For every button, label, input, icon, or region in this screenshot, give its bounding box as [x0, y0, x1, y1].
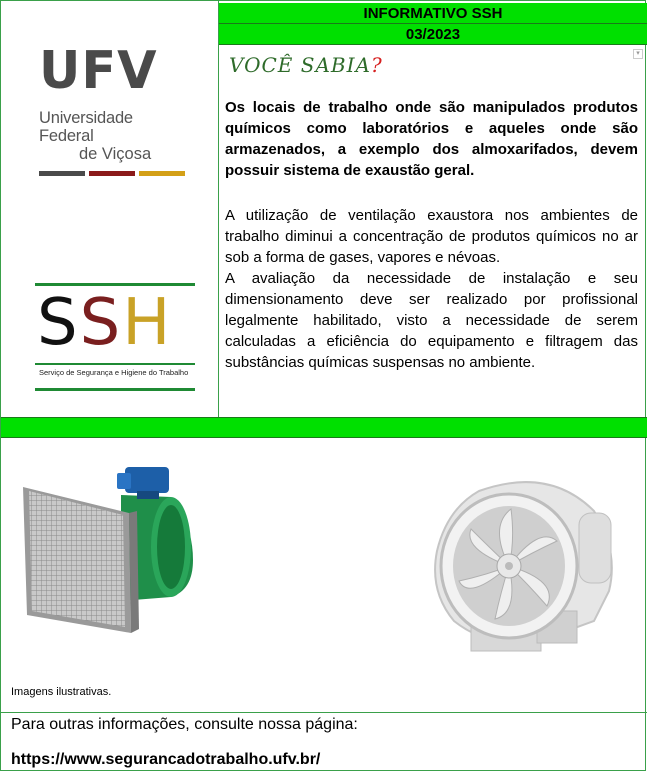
ssh-letter-s1: S [37, 286, 80, 360]
paragraph-evaluation: A avaliação da necessidade de instalação e seu dimensionamento deve ser realizado por profissional legalmente habilitado, visto a necessidade de serem calculadas a eficiência do equipamento e filtragem das substâncias químicas suspensas no ambiente. [225, 270, 638, 371]
illustration-area [1, 438, 647, 712]
ssh-letter-h: H [122, 286, 173, 360]
bold-paragraph: Os locais de trabalho onde são manipulados produtos químicos como laboratórios e aqueles onde são armazenados, a exemplo dos almoxarifados, devem possuir sistema de exaustão geral. [225, 99, 638, 179]
inline-duct-fan-icon [419, 471, 619, 671]
ufv-logo-line2: de Viçosa [79, 145, 152, 163]
ufv-logo-bars [39, 171, 189, 176]
dropdown-marker-icon[interactable]: ▾ [633, 49, 643, 59]
paragraph-ventilation: A utilização de ventilação exaustora nos ambientes de trabalho diminui a concentração de produtos químicos no ar sob a forma de gases, vapores e névoas. [225, 207, 638, 266]
ufv-bar-red [89, 171, 135, 176]
ssh-logo-letters [37, 287, 195, 359]
ssh-letter-s2: S [79, 286, 123, 360]
footer [1, 712, 647, 771]
question-mark: ? [370, 53, 383, 77]
ufv-logo [39, 41, 189, 176]
did-you-know-text: VOCÊ SABIA [229, 53, 371, 77]
ufv-bar-gray [39, 171, 85, 176]
ufv-logo-word: UFV [39, 41, 158, 101]
did-you-know-heading [229, 53, 383, 77]
footer-info-text: Para outras informações, consulte nossa página: [11, 716, 358, 733]
content-column [219, 45, 647, 417]
ssh-logo-mid-rule [35, 363, 195, 365]
ufv-logo-line1: Universidade Federal [39, 109, 133, 145]
ssh-logo-bottom-rule [35, 388, 195, 391]
logo-column [1, 1, 219, 417]
images-caption: Imagens ilustrativas. [11, 686, 112, 698]
bulletin-title: INFORMATIVO SSH [219, 3, 647, 24]
green-divider-band [1, 417, 647, 438]
footer-url-link[interactable]: https://www.segurancadotrabalho.ufv.br/ [11, 751, 321, 768]
bulletin-issue: 03/2023 [219, 24, 647, 45]
ufv-bar-gold [139, 171, 185, 176]
ssh-logo [35, 283, 195, 393]
ssh-logo-caption: Serviço de Segurança e Higiene do Trabalho [39, 368, 189, 377]
industrial-exhaust-fan-icon [21, 465, 221, 635]
